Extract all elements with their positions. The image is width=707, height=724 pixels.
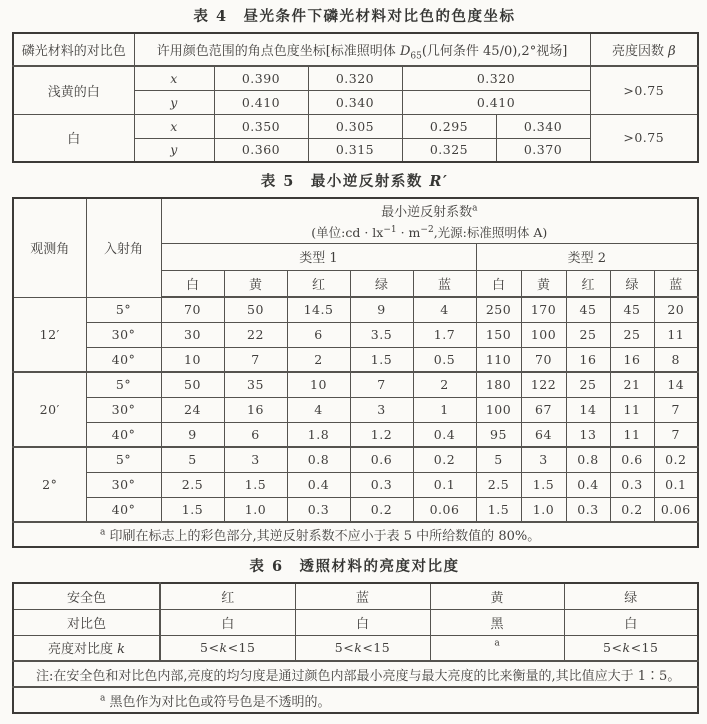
table5-value: 1.0 bbox=[224, 497, 287, 522]
table4-value: 0.360 bbox=[214, 138, 308, 162]
table5-value: 180 bbox=[476, 372, 521, 397]
table5-unit-line: (单位:cd · $lx^{-1} \cdot m^{-2}$,光源:标准照明体 A) bbox=[311, 224, 548, 240]
table5-value: 70 bbox=[521, 347, 566, 372]
table4-cell-color-label: 白 bbox=[13, 114, 134, 162]
table5-value: 5 bbox=[161, 447, 224, 472]
table6-row-contrast-color bbox=[13, 609, 698, 635]
table5-value: 0.3 bbox=[287, 497, 350, 522]
table5-value: 0.3 bbox=[610, 472, 654, 497]
table6-row-luminance-contrast bbox=[13, 635, 698, 661]
table5-value: 0.1 bbox=[654, 472, 698, 497]
table5-value: 11 bbox=[654, 322, 698, 347]
table6-ratio-note-ref bbox=[430, 635, 564, 661]
table5-value: 9 bbox=[161, 422, 224, 447]
table5-value: 6 bbox=[287, 322, 350, 347]
table4-header-luminance-factor: 亮度因数 β bbox=[590, 33, 698, 66]
table4-value: 0.340 bbox=[496, 114, 590, 138]
table5-value: 25 bbox=[566, 322, 610, 347]
table5-value: 100 bbox=[521, 322, 566, 347]
table5-value: 7 bbox=[350, 372, 413, 397]
table5-value: 50 bbox=[224, 297, 287, 322]
table6-contrast-value: 白 bbox=[564, 609, 698, 635]
table5-value: 21 bbox=[610, 372, 654, 397]
table5-entrance-angle-value: 40° bbox=[86, 422, 161, 447]
table5-value: 25 bbox=[566, 372, 610, 397]
table5-value: 0.3 bbox=[566, 497, 610, 522]
table5-value: 150 bbox=[476, 322, 521, 347]
table5-value: 110 bbox=[476, 347, 521, 372]
table4-beta-value: >0.75 bbox=[590, 114, 698, 162]
table5-value: 6 bbox=[224, 422, 287, 447]
table5-value: 4 bbox=[413, 297, 476, 322]
table4-value: 0.320 bbox=[402, 66, 590, 90]
table6-contrast-value: 白 bbox=[160, 609, 295, 635]
table5-color-header: 黄 bbox=[224, 270, 287, 297]
table6-label-safety-color: 安全色 bbox=[13, 583, 160, 609]
table5-value: 0.1 bbox=[413, 472, 476, 497]
table6-safety-value: 红 bbox=[160, 583, 295, 609]
table6-footnote-row bbox=[13, 687, 698, 713]
table5-row bbox=[13, 297, 698, 322]
table4-value: 0.350 bbox=[214, 114, 308, 138]
table6-ratio-value: 5<k<15 bbox=[295, 635, 430, 661]
table5-color-header: 红 bbox=[287, 270, 350, 297]
table5-value: 10 bbox=[161, 347, 224, 372]
table5-row bbox=[13, 322, 698, 347]
table5-value: 0.6 bbox=[610, 447, 654, 472]
table5-value: 7 bbox=[224, 347, 287, 372]
table5-value: 2 bbox=[287, 347, 350, 372]
footnote-a-marker: a bbox=[100, 693, 106, 704]
table5-observation-angle-value: 2° bbox=[13, 447, 86, 522]
table5-value: 7 bbox=[654, 397, 698, 422]
table5-row bbox=[13, 497, 698, 522]
table6-contrast-value: 白 bbox=[295, 609, 430, 635]
table5-color-header: 绿 bbox=[350, 270, 413, 297]
table5-entrance-angle-value: 5° bbox=[86, 447, 161, 472]
table4-value: 0.320 bbox=[308, 66, 402, 90]
table6-ratio-value: 5<k<15 bbox=[564, 635, 698, 661]
table5-value: 10 bbox=[287, 372, 350, 397]
table4-value: 0.295 bbox=[402, 114, 496, 138]
footnote-a-marker: a bbox=[100, 527, 106, 538]
table4-value: 0.410 bbox=[214, 90, 308, 114]
table5-value: 1.2 bbox=[350, 422, 413, 447]
table5-value: 0.4 bbox=[413, 422, 476, 447]
table5-value: 35 bbox=[224, 372, 287, 397]
table4-value: 0.325 bbox=[402, 138, 496, 162]
table4-value: 0.370 bbox=[496, 138, 590, 162]
table5-value: 50 bbox=[161, 372, 224, 397]
table5-row bbox=[13, 372, 698, 397]
table4-beta-value: >0.75 bbox=[590, 66, 698, 114]
table5-value: 13 bbox=[566, 422, 610, 447]
table6-label-luminance-contrast: 亮度对比度 k bbox=[13, 635, 160, 661]
table4-header-contrast-color: 磷光材料的对比色 bbox=[13, 33, 134, 66]
table5-value: 1 bbox=[413, 397, 476, 422]
table6-ratio-value: 5<k<15 bbox=[160, 635, 295, 661]
footnote-a-marker: a bbox=[494, 638, 500, 649]
table4-title: 表 4 昼光条件下磷光材料对比色的色度坐标 bbox=[193, 8, 516, 25]
table5-value: 45 bbox=[610, 297, 654, 322]
table4-cell-color-label: 浅黄的白 bbox=[13, 66, 134, 114]
table5-value: 16 bbox=[566, 347, 610, 372]
table5-value: 3 bbox=[224, 447, 287, 472]
table5-color-header: 白 bbox=[476, 270, 521, 297]
table5-value: 0.5 bbox=[413, 347, 476, 372]
table6-label-contrast-color: 对比色 bbox=[13, 609, 160, 635]
table5-value: 11 bbox=[610, 422, 654, 447]
table5 bbox=[12, 197, 699, 548]
table6-safety-value: 黄 bbox=[430, 583, 564, 609]
table5-value: 0.8 bbox=[287, 447, 350, 472]
table4-header-coordinates: 许用颜色范围的角点色度坐标[标准照明体 $D_{65}$(几何条件 45/0),2°视场] bbox=[134, 33, 590, 66]
table5-value: 2.5 bbox=[476, 472, 521, 497]
table5-footnote-row bbox=[13, 522, 698, 547]
table5-value: 0.2 bbox=[413, 447, 476, 472]
table5-header-type1: 类型 1 bbox=[161, 243, 476, 270]
table5-color-header: 蓝 bbox=[654, 270, 698, 297]
table5-entrance-angle-value: 40° bbox=[86, 497, 161, 522]
table5-value: 64 bbox=[521, 422, 566, 447]
table5-value: 2 bbox=[413, 372, 476, 397]
table5-value: 1.7 bbox=[413, 322, 476, 347]
table5-row bbox=[13, 347, 698, 372]
table5-footnote: $^a$ 印刷在标志上的彩色部分,其逆反射系数不应小于表 5 中所给数值的 80%。 bbox=[13, 522, 698, 547]
table5-color-header: 白 bbox=[161, 270, 224, 297]
table5-value: 22 bbox=[224, 322, 287, 347]
table4-value: 0.410 bbox=[402, 90, 590, 114]
table5-row bbox=[13, 422, 698, 447]
table5-value: 1.8 bbox=[287, 422, 350, 447]
table5-value: 16 bbox=[610, 347, 654, 372]
table6-footnote: $^a$ 黑色作为对比色或符号色是不透明的。 bbox=[13, 687, 698, 713]
table5-entrance-angle-value: 30° bbox=[86, 322, 161, 347]
table5-value: 0.4 bbox=[287, 472, 350, 497]
table5-value: 11 bbox=[610, 397, 654, 422]
table5-value: 24 bbox=[161, 397, 224, 422]
table5-entrance-angle-value: 30° bbox=[86, 397, 161, 422]
table5-value: 9 bbox=[350, 297, 413, 322]
table5-row bbox=[13, 397, 698, 422]
table4-value: 0.305 bbox=[308, 114, 402, 138]
table5-value: 1.5 bbox=[476, 497, 521, 522]
table6-note-row bbox=[13, 661, 698, 687]
table5-value: 122 bbox=[521, 372, 566, 397]
table4-x-label: x bbox=[134, 66, 214, 90]
table5-value: 1.5 bbox=[521, 472, 566, 497]
table5-header-coefficient: 最小逆反射系数$^a$ (单位:cd · $lx^{-1} \cdot m^{-2}$,光源:标准照明体 A) bbox=[161, 198, 698, 243]
table5-entrance-angle-value: 5° bbox=[86, 297, 161, 322]
table5-value: 67 bbox=[521, 397, 566, 422]
table5-value: 0.6 bbox=[350, 447, 413, 472]
table5-value: 250 bbox=[476, 297, 521, 322]
table5-value: 0.3 bbox=[350, 472, 413, 497]
table4-value: 0.315 bbox=[308, 138, 402, 162]
table5-value: 25 bbox=[610, 322, 654, 347]
table5-value: 2.5 bbox=[161, 472, 224, 497]
table5-value: 45 bbox=[566, 297, 610, 322]
table5-value: 7 bbox=[654, 422, 698, 447]
table5-value: 3.5 bbox=[350, 322, 413, 347]
table4-value: 0.390 bbox=[214, 66, 308, 90]
table5-value: 0.4 bbox=[566, 472, 610, 497]
table5-value: 1.5 bbox=[350, 347, 413, 372]
table5-value: 1.0 bbox=[521, 497, 566, 522]
table4-value: 0.340 bbox=[308, 90, 402, 114]
table5-value: 20 bbox=[654, 297, 698, 322]
table5-value: 14 bbox=[566, 397, 610, 422]
table6-safety-value: 绿 bbox=[564, 583, 698, 609]
table5-value: 1.5 bbox=[161, 497, 224, 522]
table5-entrance-angle-value: 40° bbox=[86, 347, 161, 372]
table4-x-label: x bbox=[134, 114, 214, 138]
table5-color-header: 绿 bbox=[610, 270, 654, 297]
table5-value: 3 bbox=[521, 447, 566, 472]
table5-value: 70 bbox=[161, 297, 224, 322]
table5-color-header: 黄 bbox=[521, 270, 566, 297]
table5-value: 0.06 bbox=[413, 497, 476, 522]
r-prime-symbol: R′ bbox=[429, 173, 449, 190]
table5-color-header: 蓝 bbox=[413, 270, 476, 297]
table6-row-safety-color bbox=[13, 583, 698, 609]
table4 bbox=[12, 32, 699, 163]
table4-row-light-yellow-white-x bbox=[13, 66, 698, 90]
table5-header-observation-angle: 观测角 bbox=[13, 198, 86, 297]
table5-value: 8 bbox=[654, 347, 698, 372]
table6-safety-value: 蓝 bbox=[295, 583, 430, 609]
table5-color-header: 红 bbox=[566, 270, 610, 297]
table5-row bbox=[13, 447, 698, 472]
table5-value: 14.5 bbox=[287, 297, 350, 322]
table5-value: 4 bbox=[287, 397, 350, 422]
table4-y-label: y bbox=[134, 138, 214, 162]
illuminant-d65-symbol: D bbox=[399, 44, 411, 59]
table6-title: 表 6 透照材料的亮度对比度 bbox=[249, 558, 460, 575]
table4-y-label: y bbox=[134, 90, 214, 114]
table5-value: 30 bbox=[161, 322, 224, 347]
table5-value: 170 bbox=[521, 297, 566, 322]
table5-value: 100 bbox=[476, 397, 521, 422]
table5-entrance-angle-value: 30° bbox=[86, 472, 161, 497]
table5-value: 1.5 bbox=[224, 472, 287, 497]
table6-contrast-value: 黑 bbox=[430, 609, 564, 635]
table4-row-white-x bbox=[13, 114, 698, 138]
table5-value: 95 bbox=[476, 422, 521, 447]
table5-value: 0.2 bbox=[350, 497, 413, 522]
table5-header-type2: 类型 2 bbox=[476, 243, 698, 270]
table5-header-entrance-angle: 入射角 bbox=[86, 198, 161, 297]
table5-observation-angle-value: 20′ bbox=[13, 372, 86, 447]
table5-entrance-angle-value: 5° bbox=[86, 372, 161, 397]
footnote-a-marker: a bbox=[472, 203, 478, 214]
table5-value: 0.2 bbox=[610, 497, 654, 522]
table5-value: 14 bbox=[654, 372, 698, 397]
table5-observation-angle-value: 12′ bbox=[13, 297, 86, 372]
table5-value: 3 bbox=[350, 397, 413, 422]
table5-value: 0.06 bbox=[654, 497, 698, 522]
table5-value: 0.2 bbox=[654, 447, 698, 472]
table5-value: 5 bbox=[476, 447, 521, 472]
table5-value: 16 bbox=[224, 397, 287, 422]
table6 bbox=[12, 582, 699, 714]
table5-row bbox=[13, 472, 698, 497]
table6-note: 注:在安全色和对比色内部,亮度的均匀度是通过颜色内部最小亮度与最大亮度的比来衡量的,其比值应大于 1∶5。 bbox=[13, 661, 698, 687]
table5-value: 0.8 bbox=[566, 447, 610, 472]
table5-title: 表 5 最小逆反射系数 R′ bbox=[260, 173, 449, 190]
